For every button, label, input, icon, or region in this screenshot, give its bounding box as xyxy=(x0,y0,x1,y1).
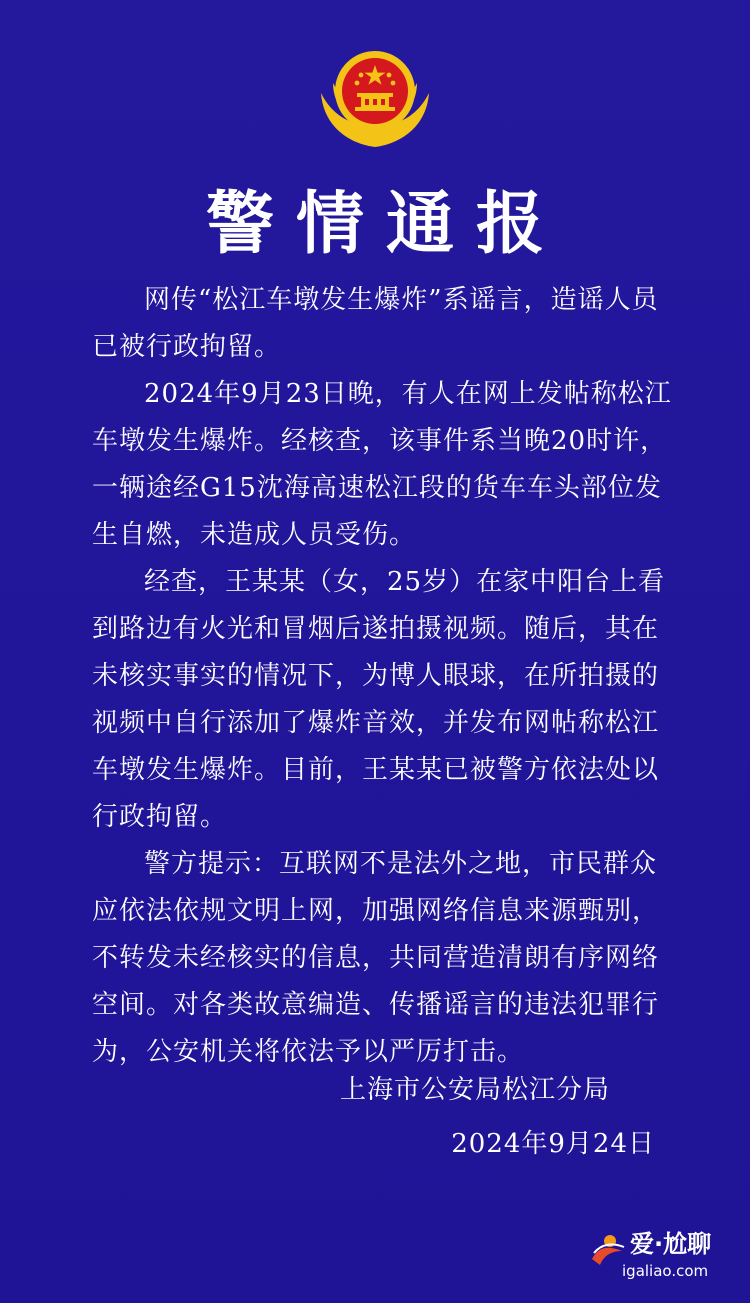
paragraph-1: 网传“松江车墩发生爆炸”系谣言，造谣人员已被行政拘留。 xyxy=(92,285,659,362)
issue-date: 2024年9月24日 xyxy=(451,1129,655,1159)
police-emblem-icon xyxy=(315,35,435,155)
paragraph-2: 2024年9月23日晚，有人在网上发帖称松江车墩发生爆炸。经核查，该事件系当晚20时许，一辆途经G15沈海高速松江段的货车车头部位发生自燃，未造成人员受伤。 xyxy=(92,379,672,550)
paragraph-3: 经查，王某某（女，25岁）在家中阳台上看到路边有火光和冒烟后遂拍摄视频。随后，其在未核实事实的情况下，为博人眼球，在所拍摄的视频中自行添加了爆炸音效，并发布网帖称松江车墩发生爆炸。目前，王某某已被警方依法处以行政拘留。 xyxy=(92,567,666,832)
signature-block xyxy=(339,1065,655,1169)
watermark-url: igaliao.com xyxy=(622,1262,709,1280)
issuer-name: 上海市公安局松江分局 xyxy=(339,1075,610,1105)
notice-body xyxy=(92,277,677,1076)
watermark-brand: 爱·尬聊 xyxy=(630,1230,712,1258)
watermark xyxy=(588,1229,738,1289)
page-title: 警情通报 xyxy=(205,185,566,264)
paragraph-4: 警方提示：互联网不是法外之地，市民群众应依法依规文明上网，加强网络信息来源甄别，不转发未经核实的信息，共同营造清朗有序网络空间。对各类故意编造、传播谣言的违法犯罪行为，公安机关将依法予以严厉打击。 xyxy=(92,849,660,1067)
